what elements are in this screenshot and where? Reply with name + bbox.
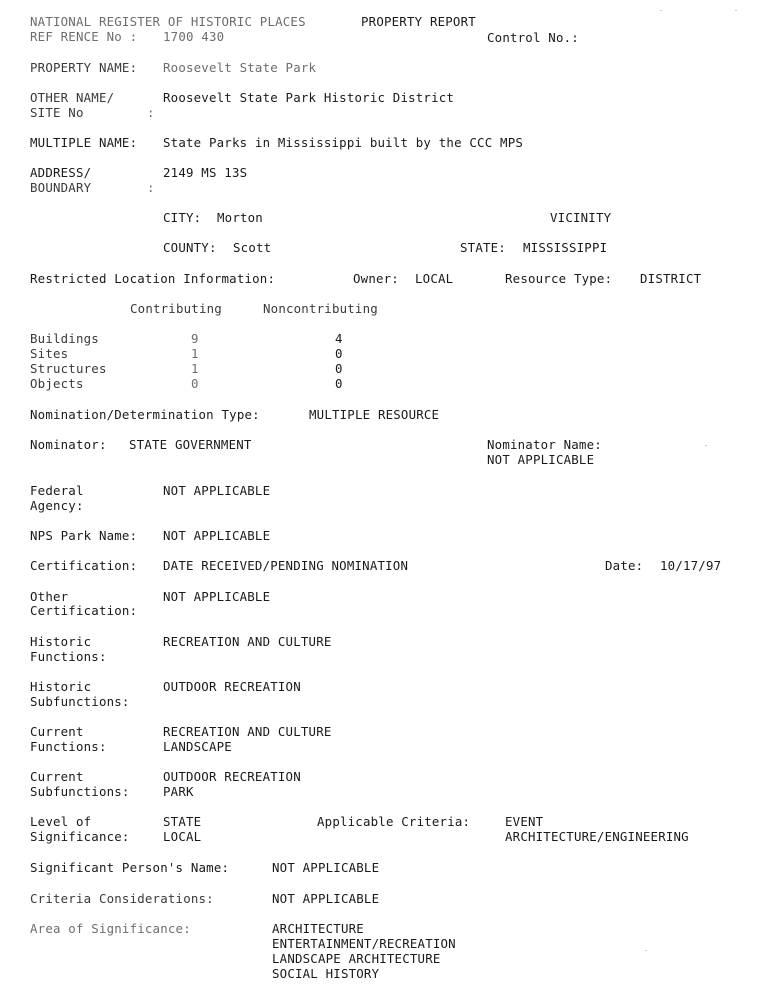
other-certification-value: NOT APPLICABLE — [163, 589, 271, 604]
certification-date-value: 10/17/97 — [660, 558, 722, 573]
scan-speck — [645, 950, 647, 951]
area-of-significance-value: SOCIAL HISTORY — [272, 966, 380, 981]
applicable-criteria-label: Applicable Criteria: — [317, 814, 471, 829]
county-value: Scott — [233, 240, 272, 255]
vicinity-label: VICINITY — [550, 210, 612, 225]
count-row-label: Buildings — [30, 331, 99, 346]
count-row-label: Structures — [30, 361, 107, 376]
agency-label: Agency: — [30, 498, 84, 513]
historic-functions-label-1: Historic — [30, 634, 92, 649]
address-value: 2149 MS 13S — [163, 165, 248, 180]
noncontributing-header: Noncontributing — [263, 301, 378, 316]
level-of-label: Level of — [30, 814, 92, 829]
site-no-label: SITE No — [30, 105, 84, 120]
other-certification-label: Certification: — [30, 603, 138, 618]
site-no-colon: : — [147, 105, 155, 120]
count-row-contributing: 0 — [191, 376, 199, 391]
certification-date-label: Date: — [605, 558, 644, 573]
applicable-criteria-value: EVENT — [505, 814, 544, 829]
city-label: CITY: — [163, 210, 202, 225]
historic-subfunctions-label-1: Historic — [30, 679, 92, 694]
nps-park-label: NPS Park Name: — [30, 528, 138, 543]
nomination-type-label: Nomination/Determination Type: — [30, 407, 260, 422]
count-row-contributing: 1 — [191, 346, 199, 361]
current-functions-value: RECREATION AND CULTURE — [163, 724, 332, 739]
contributing-header: Contributing — [130, 301, 222, 316]
applicable-criteria-value: ARCHITECTURE/ENGINEERING — [505, 829, 689, 844]
current-subfunctions-value: PARK — [163, 784, 194, 799]
report-title-suffix: PROPERTY REPORT — [361, 14, 476, 29]
certification-value: DATE RECEIVED/PENDING NOMINATION — [163, 558, 409, 573]
historic-functions-value: RECREATION AND CULTURE — [163, 634, 332, 649]
restricted-location-label: Restricted Location Information: — [30, 271, 276, 286]
count-row-noncontributing: 0 — [335, 361, 343, 376]
property-name-label: PROPERTY NAME: — [30, 60, 138, 75]
state-value: MISSISSIPPI — [523, 240, 608, 255]
count-row-contributing: 9 — [191, 331, 199, 346]
current-functions-value: LANDSCAPE — [163, 739, 232, 754]
control-number-label: Control No.: — [487, 30, 579, 45]
scan-speck — [705, 445, 707, 446]
boundary-colon: : — [147, 180, 155, 195]
city-value: Morton — [217, 210, 263, 225]
federal-label: Federal — [30, 483, 84, 498]
current-functions-label-1: Current — [30, 724, 84, 739]
owner-label: Owner: — [353, 271, 399, 286]
current-subfunctions-label-1: Current — [30, 769, 84, 784]
nominator-name-label: Nominator Name: — [487, 437, 602, 452]
significance-label: Significance: — [30, 829, 130, 844]
criteria-considerations-label: Criteria Considerations: — [30, 891, 214, 906]
other-label: Other — [30, 589, 69, 604]
nps-park-value: NOT APPLICABLE — [163, 528, 271, 543]
multiple-name-label: MULTIPLE NAME: — [30, 135, 138, 150]
count-row-noncontributing: 4 — [335, 331, 343, 346]
current-subfunctions-value: OUTDOOR RECREATION — [163, 769, 301, 784]
address-label: ADDRESS/ — [30, 165, 92, 180]
multiple-name-value: State Parks in Mississippi built by the CCC MPS — [163, 135, 524, 150]
other-name-value: Roosevelt State Park Historic District — [163, 90, 455, 105]
area-of-significance-label: Area of Significance: — [30, 921, 191, 936]
count-row-contributing: 1 — [191, 361, 199, 376]
nomination-type-value: MULTIPLE RESOURCE — [309, 407, 440, 422]
certification-label: Certification: — [30, 558, 138, 573]
scan-speck — [660, 10, 662, 11]
report-title-prefix: NATIONAL REGISTER OF HISTORIC PLACES — [30, 14, 314, 29]
historic-functions-label-2: Functions: — [30, 649, 107, 664]
significance-level-value: STATE — [163, 814, 202, 829]
reference-number-label: REF RENCE No : — [30, 29, 138, 44]
area-of-significance-value: ENTERTAINMENT/RECREATION — [272, 936, 456, 951]
count-row-label: Objects — [30, 376, 84, 391]
significant-person-label: Significant Person's Name: — [30, 860, 230, 875]
current-subfunctions-label-2: Subfunctions: — [30, 784, 130, 799]
boundary-label: BOUNDARY — [30, 180, 92, 195]
significant-person-value: NOT APPLICABLE — [272, 860, 380, 875]
other-name-label: OTHER NAME/ — [30, 90, 115, 105]
owner-value: LOCAL — [415, 271, 454, 286]
historic-subfunctions-label-2: Subfunctions: — [30, 694, 130, 709]
resource-type-value: DISTRICT — [640, 271, 702, 286]
nominator-label: Nominator: — [30, 437, 107, 452]
criteria-considerations-value: NOT APPLICABLE — [272, 891, 380, 906]
significance-level-value: LOCAL — [163, 829, 202, 844]
state-label: STATE: — [460, 240, 506, 255]
historic-subfunctions-value: OUTDOOR RECREATION — [163, 679, 301, 694]
count-row-noncontributing: 0 — [335, 346, 343, 361]
current-functions-label-2: Functions: — [30, 739, 107, 754]
county-label: COUNTY: — [163, 240, 217, 255]
scan-speck — [735, 10, 737, 11]
count-row-label: Sites — [30, 346, 69, 361]
nominator-name-value: NOT APPLICABLE — [487, 452, 595, 467]
property-name-value: Roosevelt State Park — [163, 60, 317, 75]
reference-number-value: 1700 430 — [163, 29, 225, 44]
count-row-noncontributing: 0 — [335, 376, 343, 391]
federal-agency-value: NOT APPLICABLE — [163, 483, 271, 498]
area-of-significance-value: ARCHITECTURE — [272, 921, 364, 936]
resource-type-label: Resource Type: — [505, 271, 613, 286]
area-of-significance-value: LANDSCAPE ARCHITECTURE — [272, 951, 441, 966]
nominator-value: STATE GOVERNMENT — [129, 437, 252, 452]
